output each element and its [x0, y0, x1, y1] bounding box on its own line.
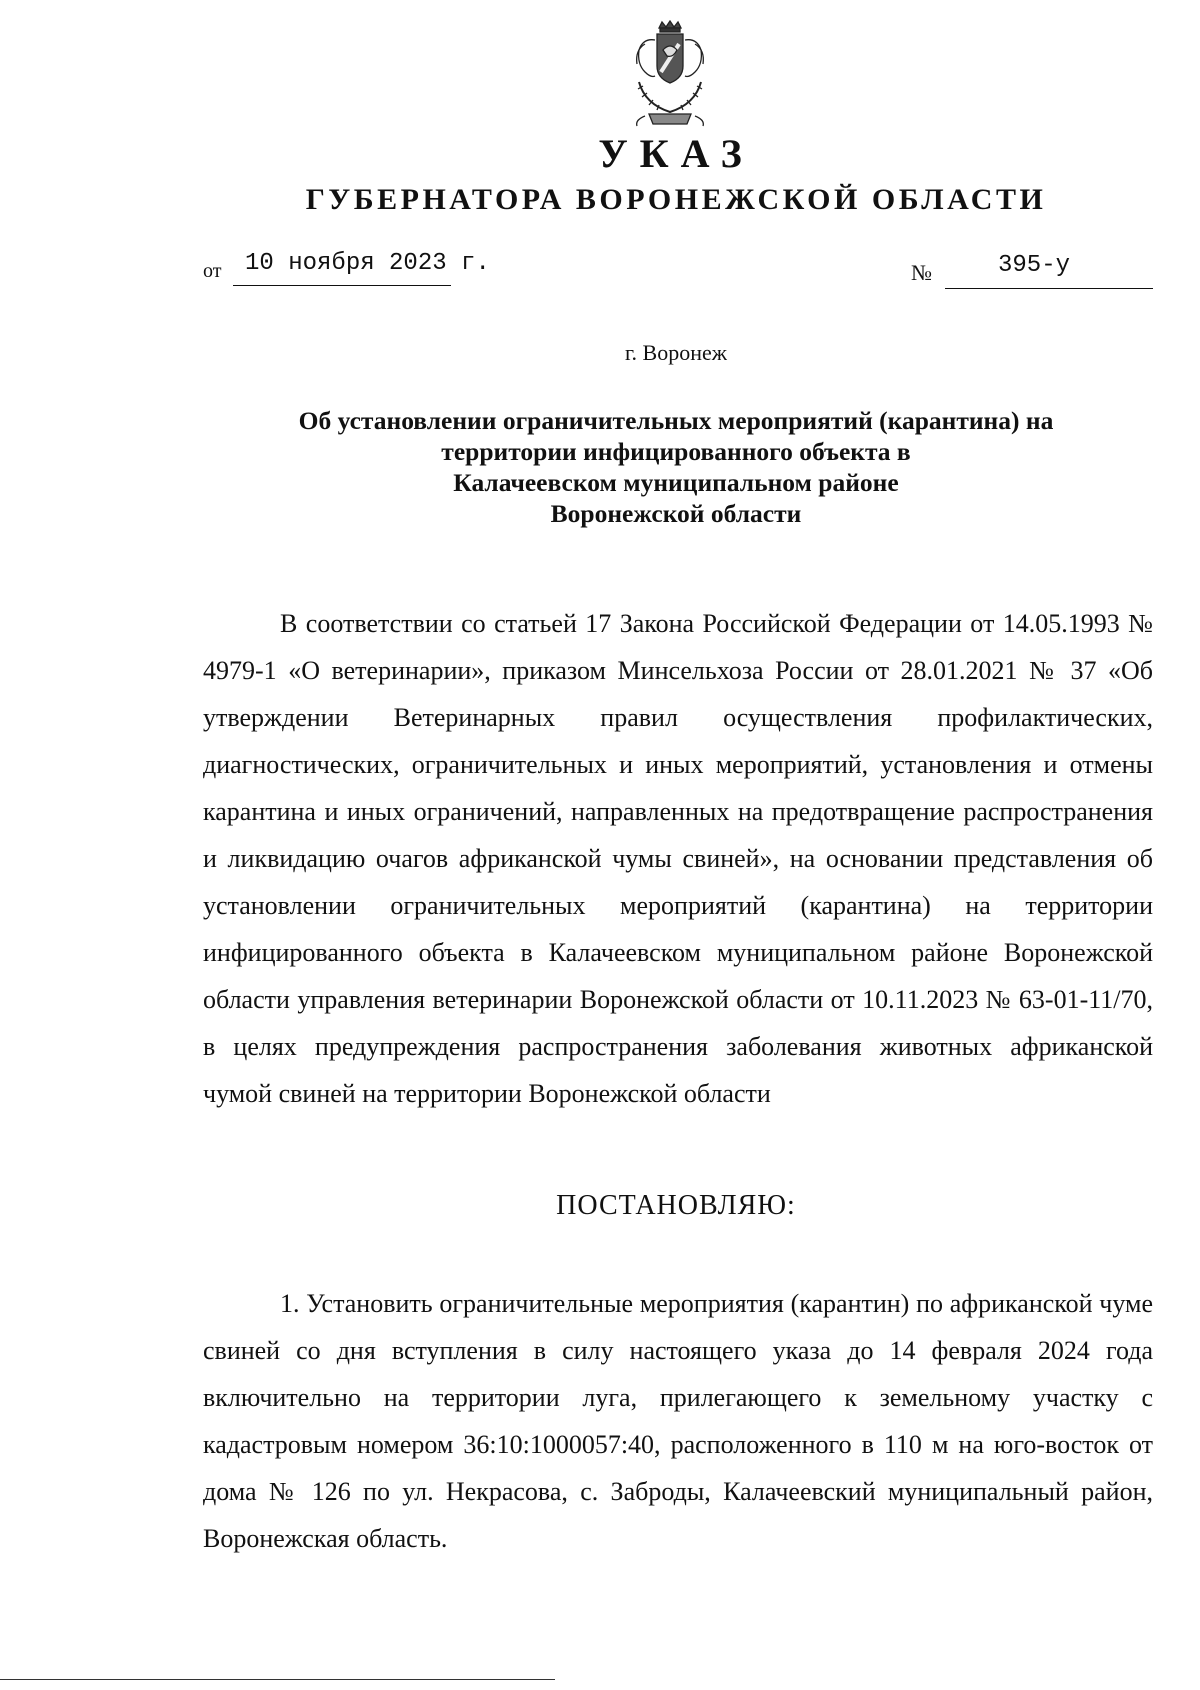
- coat-of-arms-icon: [615, 20, 725, 130]
- coat-of-arms-emblem: [615, 20, 725, 130]
- subject-line: Об установлении ограничительных мероприятий (карантина) на: [298, 406, 1054, 435]
- issue-city: г. Воронеж: [625, 340, 727, 365]
- document-subject: [200, 405, 1152, 529]
- preamble-paragraph: В соответствии со статьей 17 Закона Российской Федерации от 14.05.1993 № 4979-1 «О ветеринарии», приказом Минсельхоза России от 28.01.2021 № 37 «Об утверждении Ветеринарных правил осуществления профилактических, диагностических, ограничительных и иных мероприятий, установления и отмены карантина и иных ограничений, направленных на предотвращение распространения и ликвидацию очагов африканской чумы свиней», на основании представления об установлении ограничительных мероприятий (карантина) на территории инфицированного объекта в Калачеевском муниципальном районе Воронежской области управления ветеринарии Воронежской области от 10.11.2023 № 63-01-11/70, в целях предупреждения распространения заболевания животных африканской чумой свиней на территории Воронежской области: [203, 609, 1153, 1108]
- decree-heading: ПОСТАНОВЛЯЮ:: [556, 1190, 796, 1221]
- date-label: от: [203, 260, 222, 282]
- number-underline: [945, 288, 1153, 289]
- document-issuer: ГУБЕРНАТОРА ВОРОНЕЖСКОЙ ОБЛАСТИ: [305, 183, 1047, 216]
- date-underline: [233, 285, 451, 286]
- number-label: №: [911, 260, 932, 285]
- document-date: 10 ноября 2023 г.: [245, 250, 490, 277]
- clause-1-paragraph: 1. Установить ограничительные мероприятия (карантин) по африканской чуме свиней со дня вступления в силу настоящего указа до 14 февраля 2024 года включительно на территории луга, прилегающего к земельному участку с кадастровым номером 36:10:1000057:40, расположенного в 110 м на юго-восток от дома № 126 по ул. Некрасова, с. Заброды, Калачеевский муниципальный район, Воронежская область.: [203, 1289, 1153, 1553]
- subject-line: территории инфицированного объекта в: [441, 437, 911, 466]
- subject-line: Калачеевском муниципальном районе: [453, 468, 899, 497]
- document-number: 395-у: [998, 252, 1071, 279]
- footer-rule: [0, 1679, 555, 1680]
- document-title: УКАЗ: [598, 131, 754, 176]
- subject-line: Воронежской области: [550, 499, 802, 528]
